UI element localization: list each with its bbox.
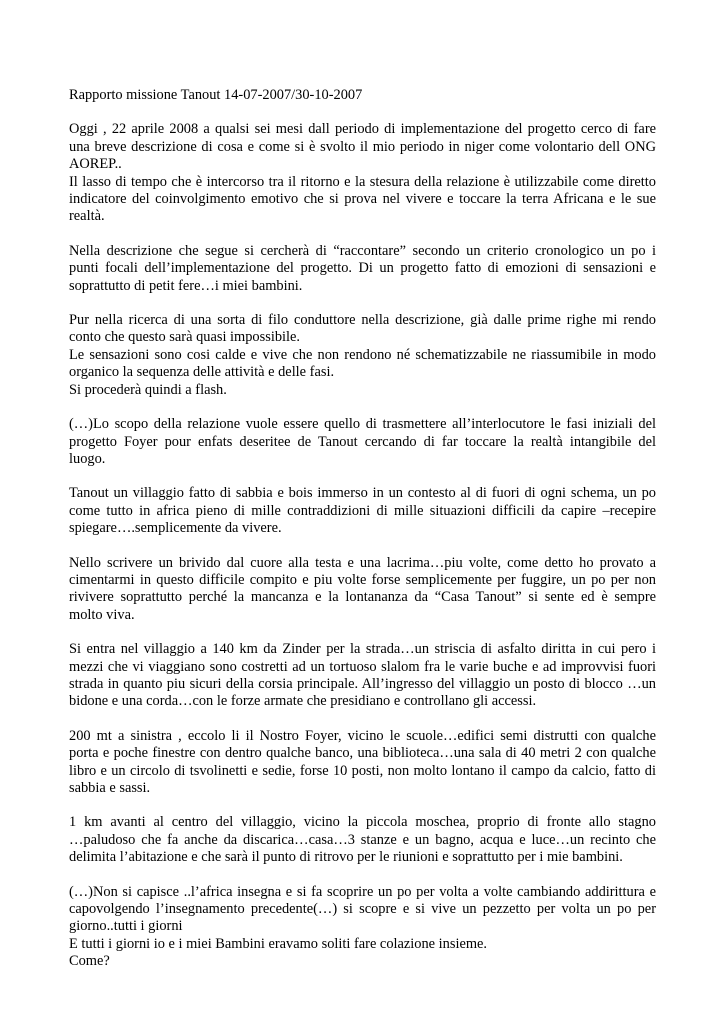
text-line: bidone e una corda…con le forze armate che presidiano e controllano gli accessi. (69, 693, 537, 710)
text-line: spiegare….semplicemente da vivere. (69, 520, 282, 537)
text-line: libro e un circolo di tsvolinetti e sedie, forse 10 posti, non molto lontano il campo da calcio, fatto di (69, 762, 656, 779)
text-line: sabbia e sassi. (69, 780, 151, 796)
text-line: Nella descrizione che segue si cercherà di “raccontare” secondo un criterio cronologico un po i (69, 242, 656, 259)
text-line: giorno..tutti i giorni (69, 918, 183, 935)
text-line: come tutto in africa pieno di mille contraddizioni di mille situazioni difficili da capire –recepire (69, 502, 656, 519)
text-line: Nello scrivere un brivido dal cuore alla testa e una lacrima…piu volte, come detto ho provato a (69, 554, 656, 571)
text-line: soprattutto di petit fere…i miei bambini. (69, 277, 303, 294)
text-line: capovolgendo l’insegnamento precedente(…) si scopre e si vive un pezzetto per volta un po per (69, 901, 656, 918)
text-line: Il lasso di tempo che è intercorso tra il ritorno e la stesura della relazione è utilizzabile come diretto (69, 173, 656, 190)
document-page (69, 87, 656, 988)
text-line: Tanout un villaggio fatto di sabbia e bois immerso in un contesto al di fuori di ogni schema, un po (69, 485, 656, 502)
paragraph (69, 312, 656, 399)
paragraph (69, 884, 656, 971)
text-line: molto viva. (69, 606, 135, 623)
paragraph (69, 416, 656, 468)
paragraph (69, 121, 656, 225)
text-line: delimita l’abitazione e che sarà il punto di ritrovo per le riunioni e soprattutto per i mie bambini. (69, 849, 623, 866)
text-line: 200 mt a sinistra , eccolo li il Nostro Foyer, vicino le scuole…edifici semi distrutti con qualche (69, 727, 656, 744)
text-line: Le sensazioni sono cosi calde e vive che non rendono né schematizzabile ne riassumibile in modo (69, 346, 656, 363)
text-line: porta e poche finestre con dentro qualche banco, una biblioteca…una sala di 40 metri 2 con qualche (69, 745, 656, 762)
text-line: AOREP.. (69, 156, 122, 173)
text-line: progetto Foyer pour enfats deseritee de Tanout cercando di far toccare la realtà intangibile del (69, 433, 656, 450)
text-line: cimentarmi in questo difficile compito e piu volte forse semplicemente per fuggire, un po per non (69, 571, 656, 588)
document-body (69, 121, 656, 970)
text-line: mezzi che vi viaggiano sono costretti ad un tortuoso slalom fra le varie buche e ad improvvisi fuori (69, 658, 656, 675)
text-line: indicatore del coinvolgimento emotivo che si prova nel vivere e toccare la terra Africana e le sue (69, 191, 656, 208)
text-line: Come? (69, 953, 110, 970)
text-line: (…)Non si capisce ..l’africa insegna e si fa scoprire un po per volta a volte cambiando addirittura e (69, 883, 656, 900)
paragraph (69, 243, 656, 295)
paragraph (69, 728, 656, 798)
paragraph (69, 814, 656, 866)
text-line: organico la sequenza delle attività e delle fasi. (69, 364, 335, 381)
text-line: 1 km avanti al centro del villaggio, vicino la piccola moschea, proprio di fronte allo stagno (69, 814, 656, 831)
text-line: luogo. (69, 450, 106, 467)
text-line: conto che questo sarà quasi impossibile. (69, 329, 301, 346)
text-line: (…)Lo scopo della relazione vuole essere quello di trasmettere all’interlocutore le fasi iniziali del (69, 416, 656, 433)
text-line: una breve descrizione di cosa e come si è svolto il mio periodo in niger come volontario dell ONG (69, 138, 656, 155)
text-line: punti focali dell’implementazione del progetto. Di un progetto fatto di emozioni di sensazioni e (69, 260, 656, 277)
text-line: Si entra nel villaggio a 140 km da Zinder per la strada…un striscia di asfalto diritta in cui pero i (69, 641, 656, 658)
paragraph (69, 641, 656, 711)
document-title: Rapporto missione Tanout 14-07-2007/30-10-2007 (69, 87, 363, 103)
text-line: rivivere soprattutto perché la mancanza e la lontananza da “Casa Tanout” si sente ed è sempre (69, 589, 656, 606)
paragraph (69, 555, 656, 625)
text-line: Oggi , 22 aprile 2008 a qualsi sei mesi dall periodo di implementazione del progetto cerco di fare (69, 121, 656, 138)
text-line: E tutti i giorni io e i miei Bambini eravamo soliti fare colazione insieme. (69, 935, 488, 952)
text-line: strada in quanto piu sicuri della corsia principale. All’ingresso del villaggio un posto di blocco …un (69, 675, 656, 692)
text-line: realtà. (69, 208, 105, 225)
text-line: Si procederà quindi a flash. (69, 381, 227, 398)
text-line: …paludoso che fa anche da discarica…casa…3 stanze e un bagno, acqua e luce…un recinto che (69, 831, 656, 848)
paragraph (69, 485, 656, 537)
text-line: Pur nella ricerca di una sorta di filo conduttore nella descrizione, già dalle prime righe mi rendo (69, 312, 656, 329)
